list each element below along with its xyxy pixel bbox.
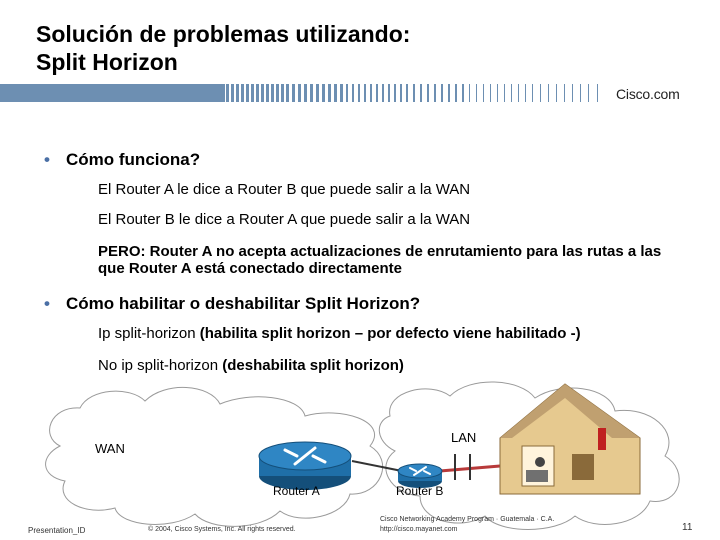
network-diagram [0,376,720,540]
title-line-2: Split Horizon [36,49,178,75]
bullet-text: Cómo habilitar o deshabilitar Split Horizon? [66,294,421,313]
bullet-how-it-works [44,150,200,170]
footer-academy-line2: http://cisco.mayanet.com [380,526,458,533]
router-b-label: Router B [396,484,444,498]
page-number: 11 [682,522,693,533]
command-description: (habilita split horizon – por defecto viene habilitado -) [199,325,581,342]
command-name: Ip split-horizon [98,325,196,342]
bullet-icon: • [44,294,50,313]
router-a-icon [259,442,351,490]
wan-label: WAN [95,441,125,456]
title-line-1: Solución de problemas utilizando: [36,21,411,47]
sub-item: El Router A le dice a Router B que puede salir a la WAN [98,181,471,198]
command-item [98,325,708,342]
sub-item-but: PERO: Router A no acepta actualizaciones de enrutamiento para las rutas a las que Router A está conectado directamente [98,243,662,277]
bullet-enable-disable [44,294,420,314]
command-description: (deshabilita split horizon) [222,357,404,374]
slide-title [36,20,676,76]
bullet-icon: • [44,150,50,169]
bullet-text: Cómo funciona? [66,150,201,169]
command-item [98,357,708,374]
router-a-label: Router A [273,484,320,498]
header-band [0,82,720,104]
sub-item: El Router B le dice a Router A que puede salir a la WAN [98,211,471,228]
lan-label: LAN [451,430,477,445]
footer-academy-line1: Cisco Networking Academy Program · Guatemala · C.A. [380,516,555,523]
footer-presentation-id: Presentation_ID [28,526,86,535]
footer-copyright: © 2004, Cisco Systems, Inc. All rights reserved. [148,526,296,533]
cisco-logo: Cisco.com [616,86,680,102]
command-name: No ip split-horizon [98,357,219,374]
